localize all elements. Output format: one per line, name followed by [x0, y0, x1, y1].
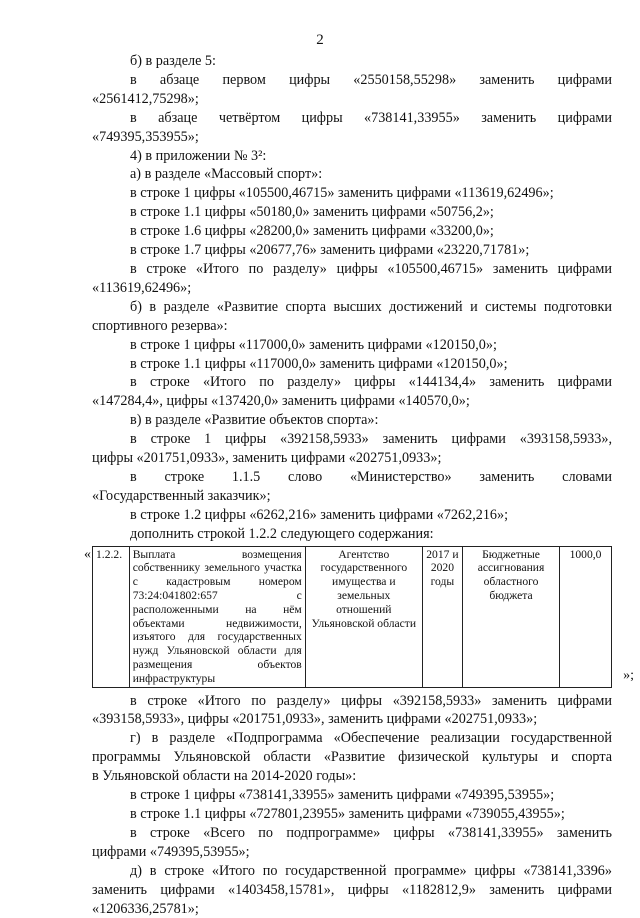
- paragraph-line: в строке 1.1 цифры «727801,23955» заменить цифрами «739055,43955»;: [92, 805, 612, 824]
- paragraph-line: в строке «Итого по разделу» цифры «392158,5933» заменить цифрами: [92, 692, 612, 711]
- paragraph-line: б) в разделе 5:: [92, 52, 612, 71]
- paragraph-line: в) в разделе «Развитие объектов спорта»:: [92, 411, 612, 430]
- paragraph-line: в строке 1.2 цифры «6262,216» заменить цифрами «7262,216»;: [92, 506, 612, 525]
- paragraph-line: «113619,62496»;: [92, 279, 612, 298]
- paragraph-line: 4) в приложении № 3²:: [92, 147, 612, 166]
- paragraph-line: программы Ульяновской области «Развитие физической культуры и спорта: [92, 748, 612, 767]
- paragraph-line: а) в разделе «Массовый спорт»:: [92, 165, 612, 184]
- paragraph-line: спортивного резерва»:: [92, 317, 612, 336]
- paragraph-line: «749395,353955»;: [92, 128, 612, 147]
- paragraph-line: цифрами «749395,53955»;: [92, 843, 612, 862]
- paragraph-line: в строке 1.7 цифры «20677,76» заменить цифрами «23220,71781»;: [92, 241, 612, 260]
- paragraph-line: д) в строке «Итого по государственной программе» цифры «738141,3396»: [92, 862, 612, 881]
- paragraph-line: в строке 1.1 цифры «50180,0» заменить цифрами «50756,2»;: [92, 203, 612, 222]
- table-row: [93, 546, 612, 687]
- paragraph-line: дополнить строкой 1.2.2 следующего содержания:: [92, 525, 612, 544]
- paragraph-line: «Государственный заказчик»;: [92, 487, 612, 506]
- row-number-cell: 1.2.2.: [93, 546, 130, 687]
- paragraphs-before-table: [92, 52, 612, 544]
- paragraph-line: в строке 1 цифры «392158,5933» заменить цифрами «393158,5933»,: [92, 430, 612, 449]
- paragraph-line: в строке 1 цифры «105500,46715» заменить цифрами «113619,62496»;: [92, 184, 612, 203]
- paragraph-line: в строке 1 цифры «117000,0» заменить цифрами «120150,0»;: [92, 336, 612, 355]
- paragraph-line: «393158,5933», цифры «201751,0933», заменить цифрами «202751,0933»;: [92, 710, 612, 729]
- paragraph-line: в абзаце четвёртом цифры «738141,33955» заменить цифрами: [92, 109, 612, 128]
- inserted-row-table: [92, 546, 612, 688]
- paragraph-line: в строке 1.1 цифры «117000,0» заменить цифрами «120150,0»;: [92, 355, 612, 374]
- paragraph-line: в строке «Всего по подпрограмме» цифры «738141,33955» заменить: [92, 824, 612, 843]
- row-description-cell: Выплата возмещения собственнику земельного участка с кадастровым номером 73:24:041802:657 с расположенными на нём объектами недвижимости, изъятого для государственных нужд Ульяновской области для размещения объектов инфраструктуры: [129, 546, 305, 687]
- paragraph-line: в строке 1.6 цифры «28200,0» заменить цифрами «33200,0»;: [92, 222, 612, 241]
- row-source-cell: Бюджетные ассигнования областного бюджета: [463, 546, 560, 687]
- paragraph-line: в строке «Итого по разделу» цифры «105500,46715» заменить цифрами: [92, 260, 612, 279]
- paragraph-line: «1206336,25781»;: [92, 900, 612, 918]
- paragraph-line: г) в разделе «Подпрограмма «Обеспечение реализации государственной: [92, 729, 612, 748]
- paragraph-line: цифры «201751,0933», заменить цифрами «202751,0933»;: [92, 449, 612, 468]
- paragraph-line: в строке 1 цифры «738141,33955» заменить цифрами «749395,53955»;: [92, 786, 612, 805]
- paragraph-line: заменить цифрами «1403458,15781», цифры «1182812,9» заменить цифрами: [92, 881, 612, 900]
- paragraph-line: б) в разделе «Развитие спорта высших достижений и системы подготовки: [92, 298, 612, 317]
- paragraph-line: в строке «Итого по разделу» цифры «144134,4» заменить цифрами: [92, 373, 612, 392]
- quote-open: «: [84, 546, 91, 565]
- paragraph-line: в абзаце первом цифры «2550158,55298» заменить цифрами: [92, 71, 612, 90]
- inserted-row-block: [92, 546, 612, 688]
- page-number: 2: [0, 32, 640, 49]
- paragraph-line: «147284,4», цифры «137420,0» заменить цифрами «140570,0»;: [92, 392, 612, 411]
- paragraphs-after-table: [92, 692, 612, 918]
- document-body: [92, 52, 612, 918]
- paragraph-line: в Ульяновской области на 2014-2020 годы»:: [92, 767, 612, 786]
- row-years-cell: 2017 и 2020 годы: [422, 546, 462, 687]
- paragraph-line: в строке 1.1.5 слово «Министерство» заменить словами: [92, 468, 612, 487]
- row-executor-cell: Агентство государственного имущества и земельных отношений Ульяновской области: [305, 546, 422, 687]
- quote-close: »;: [623, 667, 634, 686]
- paragraph-line: «2561412,75298»;: [92, 90, 612, 109]
- row-amount-cell: 1000,0: [560, 546, 612, 687]
